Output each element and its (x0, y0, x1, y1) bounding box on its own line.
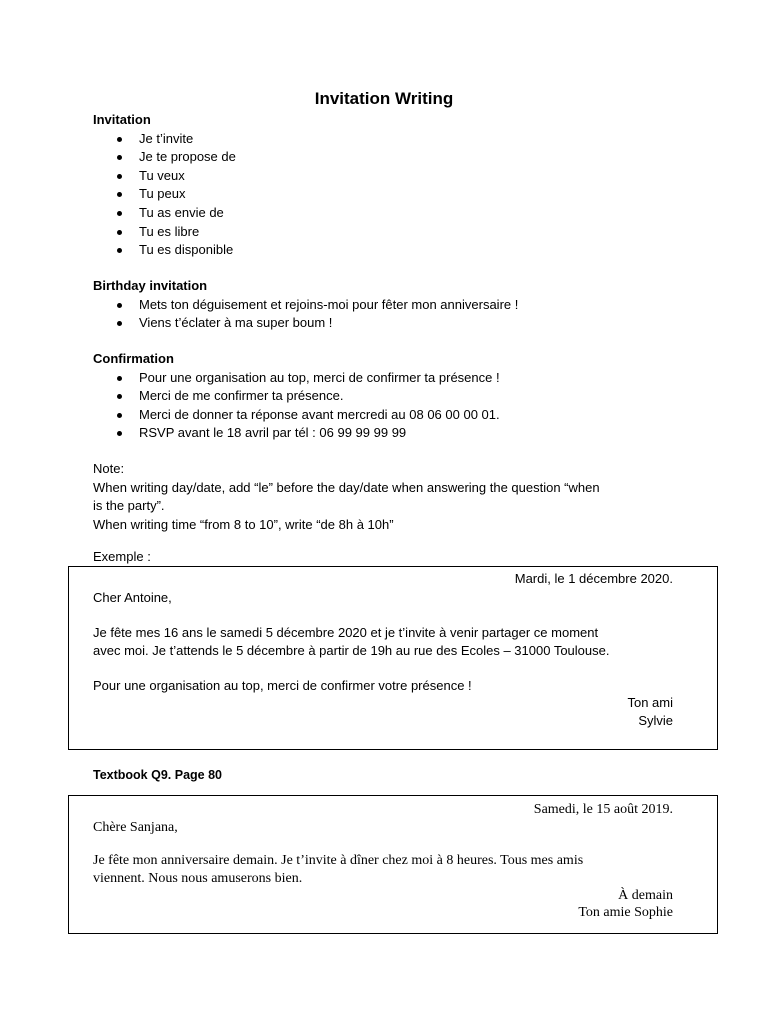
bullet-icon (117, 413, 122, 418)
list-item-text: Tu es disponible (139, 242, 234, 258)
list-item-text: Merci de me confirmer ta présence. (139, 388, 344, 404)
bullet-icon (117, 303, 122, 308)
letter-closing: À demain (618, 888, 673, 903)
example-letter-box (68, 566, 718, 750)
birthday-heading: Birthday invitation (93, 278, 208, 293)
letter-greeting: Chère Sanjana, (93, 820, 178, 835)
list-item (93, 387, 693, 406)
list-item (93, 148, 693, 167)
list-item-text: Tu peux (139, 186, 186, 202)
letter-body-line-1: Je fête mon anniversaire demain. Je t’invite à dîner chez moi à 8 heures. Tous mes amis (93, 853, 584, 868)
list-item (93, 223, 693, 242)
bullet-icon (117, 248, 122, 253)
list-item-text: Merci de donner ta réponse avant mercredi au 08 06 00 00 01. (139, 406, 500, 422)
invitation-section (93, 111, 693, 260)
example-label: Exemple : (93, 549, 151, 564)
letter-date: Samedi, le 15 août 2019. (533, 802, 673, 817)
note-section (93, 460, 693, 534)
list-item-text: Je t’invite (139, 130, 194, 146)
confirmation-section (93, 350, 693, 443)
list-item (93, 406, 693, 425)
bullet-icon (117, 431, 122, 436)
list-item-text: Tu veux (139, 167, 185, 183)
letter-body-line-1: Je fête mes 16 ans le samedi 5 décembre 2020 et je t’invite à venir partager ce moment (93, 625, 599, 640)
letter-signature: Ton amie Sophie (578, 905, 673, 920)
list-item (93, 296, 693, 315)
note-line-3: When writing time “from 8 to 10”, write “de 8h à 10h” (93, 516, 394, 532)
bullet-icon (117, 394, 122, 399)
letter-date: Mardi, le 1 décembre 2020. (514, 571, 673, 586)
textbook-label: Textbook Q9. Page 80 (93, 768, 222, 782)
note-label: Note: (93, 461, 125, 476)
list-item (93, 424, 693, 443)
list-item (93, 369, 693, 388)
page-title: Invitation Writing (314, 89, 454, 108)
bullet-icon (117, 211, 122, 216)
confirmation-heading: Confirmation (93, 351, 174, 366)
list-item (93, 185, 693, 204)
list-item-text: Viens t’éclater à ma super boum ! (139, 315, 333, 331)
confirmation-list (93, 369, 693, 443)
list-item-text: Je te propose de (139, 149, 236, 165)
note-line-2: is the party”. (93, 498, 165, 514)
letter-body-line-2: avec moi. Je t’attends le 5 décembre à partir de 19h au rue des Ecoles – 31000 Toulouse. (93, 643, 610, 658)
bullet-icon (117, 376, 122, 381)
list-item-text: Tu es libre (139, 223, 200, 239)
list-item (93, 314, 693, 333)
bullet-icon (117, 321, 122, 326)
letter-body-line-2: viennent. Nous nous amuserons bien. (93, 871, 303, 886)
textbook-letter-box (68, 795, 718, 934)
bullet-icon (117, 137, 122, 142)
birthday-list (93, 296, 693, 333)
letter-confirm: Pour une organisation au top, merci de confirmer votre présence ! (93, 678, 472, 693)
list-item-text: Tu as envie de (139, 204, 224, 220)
bullet-icon (117, 230, 122, 235)
bullet-icon (117, 174, 122, 179)
bullet-icon (117, 192, 122, 197)
note-line-1: When writing day/date, add “le” before the day/date when answering the question “when (93, 479, 600, 495)
letter-signature: Sylvie (638, 713, 673, 728)
list-item-text: Pour une organisation au top, merci de confirmer ta présence ! (139, 369, 500, 385)
birthday-section (93, 277, 693, 333)
letter-greeting: Cher Antoine, (93, 590, 172, 605)
invitation-heading: Invitation (93, 112, 151, 127)
list-item (93, 204, 693, 223)
bullet-icon (117, 155, 122, 160)
list-item (93, 130, 693, 149)
invitation-list (93, 130, 693, 260)
list-item-text: RSVP avant le 18 avril par tél : 06 99 99 99 99 (139, 425, 407, 441)
letter-closing: Ton ami (627, 695, 673, 710)
list-item (93, 241, 693, 260)
list-item (93, 167, 693, 186)
list-item-text: Mets ton déguisement et rejoins-moi pour fêter mon anniversaire ! (139, 296, 519, 312)
